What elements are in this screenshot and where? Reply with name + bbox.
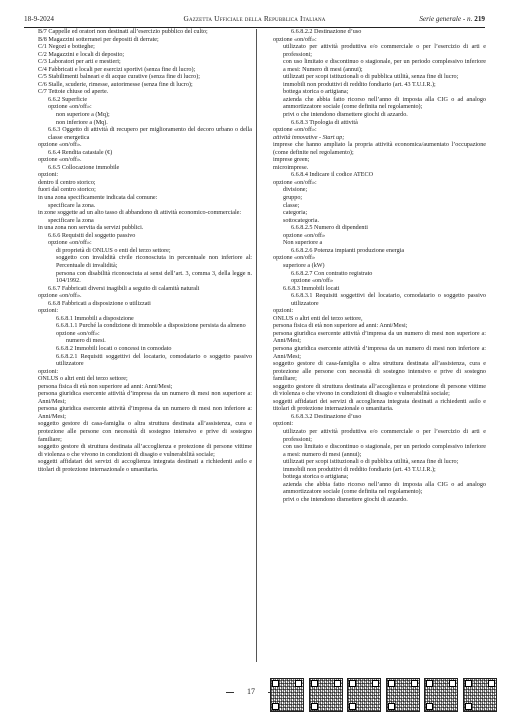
finder-pattern xyxy=(465,703,472,710)
text-line: in una zona non servita da servizi pubblici. xyxy=(38,225,144,232)
text-line: numero di mesi. xyxy=(66,338,106,345)
text-line: specificare la zona xyxy=(48,217,94,224)
text-line: divisione; xyxy=(283,187,308,194)
series-label-text: Serie generale - n. xyxy=(419,15,473,23)
text-line: 6.6.8.2.6 Potenza impianti produzione energia xyxy=(291,247,405,254)
text-line: 6.6.3 Oggetto di attività di recupero per miglioramento del decoro urbano o della classe energetica xyxy=(48,127,252,141)
finder-pattern xyxy=(311,703,318,710)
text-line: opzione «on/off»: xyxy=(48,240,92,247)
issue-number: 219 xyxy=(474,15,485,23)
finder-pattern xyxy=(426,703,433,710)
text-line: bottega storica o artigiana; xyxy=(283,89,349,96)
text-line: imprese che hanno ampliato la propria attività economica/aumentato l’occupazione (come definite nel regolamento); xyxy=(273,142,486,156)
text-line: persona con disabilità riconosciuta ai sensi dell’art. 3, comma 3, della legge n. 104/1992. xyxy=(56,270,252,285)
text-line: opzioni: xyxy=(38,172,59,179)
text-line: opzione «on/off»: xyxy=(273,36,317,43)
qr-code xyxy=(386,678,420,712)
text-line: utilizzati per scopi istituzionali o di pubblica utilità, senza fine di lucro; xyxy=(283,459,459,466)
text-line: opzione «on/off»: xyxy=(273,179,317,186)
text-line: privi o che intendono dismettere giochi di azzardo. xyxy=(283,112,408,119)
finder-pattern xyxy=(488,680,495,687)
text-line: opzioni: xyxy=(38,308,59,315)
text-line: opzione «on/off» xyxy=(273,255,316,262)
qr-code xyxy=(424,678,458,712)
text-line: C/6 Stalle, scuderie, rimesse, autorimesse (senza fine di lucro); xyxy=(38,81,193,88)
text-line: di proprietà di ONLUS o enti del terzo settore; xyxy=(56,247,171,254)
text-line: con uso limitato e discontinuo o stagionale, per un periodo complessivo inferiore a mesi: numero di mesi (annui); xyxy=(283,444,486,458)
text-line: B/8 Magazzini sotterranei per depositi di derrate; xyxy=(38,36,159,43)
text-line: privi o che intendono dismettere giochi di azzardo. xyxy=(283,496,408,503)
finder-pattern xyxy=(372,680,379,687)
text-line: soggetti affidatari dei servizi di accoglienza integrata destinati a richiedenti asilo e titolari di protezione internazionale o umanitaria. xyxy=(273,398,486,413)
text-line: C/2 Magazzini e locali di deposito; xyxy=(38,51,125,58)
text-line: opzione «on/off»: xyxy=(273,127,317,134)
qr-code xyxy=(347,678,381,712)
finder-pattern xyxy=(449,680,456,687)
right-column xyxy=(261,29,486,504)
text-line: persona giuridica esercente attività d’impresa da un numero di mesi non inferiore a: Anni/Mesi; xyxy=(38,406,252,420)
finder-pattern xyxy=(272,680,279,687)
text-line: non inferiore a (Mq). xyxy=(56,119,108,126)
text-line: opzione «on/off». xyxy=(38,142,82,149)
text-line: attività innovative - Start up; xyxy=(273,134,345,141)
series-label xyxy=(419,13,485,25)
text-line: B/7 Cappelle ed oratori non destinati all’esercizio pubblico del culto; xyxy=(38,29,208,35)
text-line: opzione «on/off»: xyxy=(48,104,92,111)
text-line: utilizzato per attività produttiva e/o commerciale o per l’esercizio di arti e professioni; xyxy=(283,428,486,443)
text-line: 6.6.8.4 Indicare il codice ATECO xyxy=(291,172,374,179)
text-line: 6.6.8.2 Immobili locati o concessi in comodato xyxy=(56,345,172,352)
text-line: persona giuridica esercente attività d’impresa da un numero di mesi non superiore a: Anni/Mesi; xyxy=(273,330,486,345)
finder-pattern xyxy=(426,680,433,687)
text-line: fuori dal centro storico; xyxy=(38,187,96,194)
finder-pattern xyxy=(388,680,395,687)
text-line: opzione «on/off». xyxy=(38,293,82,300)
text-line: in una zona specificamente indicata dal comune: xyxy=(38,195,158,202)
finder-pattern xyxy=(411,680,418,687)
text-line: 6.6.5 Collocazione immobile xyxy=(48,164,120,171)
left-column xyxy=(26,29,252,474)
finder-pattern xyxy=(311,680,318,687)
page-header xyxy=(24,13,485,25)
text-line: 6.6.8 Fabbricati a disposizione o utilizzati xyxy=(48,300,151,307)
text-line: opzione «on/off»: xyxy=(56,330,100,337)
text-line: soggetto gestore di struttura destinata all’accoglienza e protezione di persone vittime di violenza o che vivono in condizioni di disagio e vulnerabilità sociale; xyxy=(273,383,486,398)
text-line: C/7 Tettoie chiuse od aperte. xyxy=(38,89,109,96)
qr-code xyxy=(309,678,343,712)
text-line: soggetto gestore di casa-famiglia o altra struttura destinata all’assistenza, cura e protezione alle persone con necessità di sostegno intensivo e prive di sostegno familiare; xyxy=(273,361,486,383)
text-line: opzione «on/off» xyxy=(291,278,334,285)
text-line: 6.6.8.2.5 Numero di dipendenti xyxy=(291,225,368,232)
text-line: ONLUS o altri enti del terzo settore; xyxy=(38,376,128,383)
finder-pattern xyxy=(334,680,341,687)
text-line: 6.6.7 Fabbricati diversi inagibili a seguito di calamità naturali xyxy=(48,285,200,292)
text-line: soggetto gestore di struttura destinata all’accoglienza e protezione di persone vittime di violenza o che vivono in condizioni di disagio e vulnerabilità sociale; xyxy=(38,444,252,458)
text-line: persona giuridica esercente attività d’impresa da un numero di mesi non inferiore a: Anni/Mesi; xyxy=(273,345,486,360)
text-line: microimprese. xyxy=(273,164,309,171)
text-line: opzioni: xyxy=(273,308,294,315)
text-line: C/3 Laboratori per arti e mestieri; xyxy=(38,59,121,66)
text-line: C/5 Stabilimenti balneari e di acque curative (senza fine di lucro); xyxy=(38,74,200,81)
finder-pattern xyxy=(349,680,356,687)
text-line: 6.6.8.3 Tipologia di attività xyxy=(291,119,358,126)
text-line: non superiore a (Mq); xyxy=(56,112,110,119)
text-line: soggetto gestore di casa-famiglia o altra struttura destinata all’assistenza, cura e protezione alle persone con necessità di sostegno intensivo e prive di sostegno familiare; xyxy=(38,421,252,443)
text-line: utilizzati per scopi istituzionali o di pubblica utilità, senza fine di lucro; xyxy=(283,74,459,81)
text-line: immobili non produttivi di reddito fondiario (art. 43 T.U.I.R.); xyxy=(283,466,436,473)
text-line: 6.6.2 Superficie xyxy=(48,96,88,103)
text-line: in zone soggette ad un alto tasso di abbandono di attività economico-commerciale: xyxy=(38,210,242,217)
text-line: immobili non produttivi di reddito fondiario (art. 43 T.U.I.R.); xyxy=(283,81,436,88)
text-line: opzione «on/off» xyxy=(283,232,326,239)
text-line: bottega storica o artigiana; xyxy=(283,474,349,481)
text-line: opzioni: xyxy=(273,421,294,428)
publication-date: 18-9-2024 xyxy=(24,15,54,23)
text-line: azienda che abbia fatto ricorso nell’anno di imposta alla CIG o ad analogo ammortizzatore sociale (come definita nel regolamento); xyxy=(283,96,486,111)
text-line: opzione «on/off». xyxy=(38,157,82,164)
text-line: persona fisica di età non superiore ad anni: Anni/Mesi; xyxy=(38,383,173,390)
finder-pattern xyxy=(272,703,279,710)
text-line: 6.6.8.3.1 Requisiti soggettivi del locatario, comodatario o soggetto passivo utilizzatore xyxy=(291,293,486,307)
text-line: Non superiore a xyxy=(283,240,323,247)
column-separator xyxy=(256,29,257,662)
finder-pattern xyxy=(388,703,395,710)
text-line: C/1 Negozi e botteghe; xyxy=(38,44,95,51)
text-line: superiore a (kW) xyxy=(283,262,325,269)
text-line: ONLUS o altri enti del terzo settore, xyxy=(273,315,363,322)
text-line: 6.6.8.2.7 Con contratto registrato xyxy=(291,270,373,277)
text-line: persona fisica di età non superiore ad anni: Anni/Mesi; xyxy=(273,323,408,330)
text-line: soggetto con invalidità civile riconosciuta in percentuale non inferiore al: Percentuale di invalidità; xyxy=(56,255,252,269)
text-line: 6.6.8.3.2 Destinazione d’uso xyxy=(291,413,362,420)
qr-code xyxy=(463,678,497,712)
text-line: C/4 Fabbricati e locali per esercizi sportivi (senza fine di lucro); xyxy=(38,66,196,73)
finder-pattern xyxy=(349,703,356,710)
text-line: 6.6.8.3 Immobili locati xyxy=(283,285,340,292)
text-line: imprese green; xyxy=(273,157,310,164)
text-line: 6.6.8.1.1 Purché la condizione di immobile a disposizione persista da almeno xyxy=(56,323,246,330)
text-line: 6.6.8.1 Immobili a disposizione xyxy=(56,315,134,322)
text-line: persona giuridica esercente attività d’impresa da un numero di mesi non superiore a: Anni/Mesi; xyxy=(38,391,252,405)
qr-code-strip xyxy=(270,678,496,712)
text-line: 6.6.8.2.2 Destinazione d’uso xyxy=(291,29,362,35)
qr-code xyxy=(270,678,304,712)
text-line: 6.6.6 Requisiti del soggetto passivo xyxy=(48,232,136,239)
page-number: 17 xyxy=(234,687,268,696)
text-line: 6.6.8.2.1 Requisiti soggettivi del locatario, comodatario o soggetto passivo utilizzatore xyxy=(56,353,252,368)
text-line: classe; xyxy=(283,202,300,209)
text-line: categoria; xyxy=(283,210,308,217)
text-line: con uso limitato e discontinuo o stagionale, per un periodo complessivo inferiore a mesi: Numero di mesi (annui); xyxy=(283,59,486,73)
text-line: 6.6.4 Rendita catastale (€) xyxy=(48,149,113,156)
text-line: dentro il centro storico; xyxy=(38,179,96,186)
text-line: specificare la zona. xyxy=(48,202,96,209)
text-line: sottocategoria. xyxy=(283,217,319,224)
page-footer xyxy=(0,678,509,714)
text-line: soggetti affidatari dei servizi di accoglienza integrata destinati a richiedenti asilo e titolari di protezione internazionale o umanitaria. xyxy=(38,459,252,473)
finder-pattern xyxy=(465,680,472,687)
header-rule xyxy=(24,27,485,28)
finder-pattern xyxy=(295,680,302,687)
text-line: gruppo; xyxy=(283,195,303,202)
text-line: azienda che abbia fatto ricorso nell’anno di imposta alla CIG o ad analogo ammortizzatore sociale (come definita nel regolamento); xyxy=(283,481,486,496)
text-line: opzioni: xyxy=(38,368,59,375)
gazette-title: Gazzetta Ufficiale della Repubblica Italiana xyxy=(183,14,326,23)
text-line: utilizzato per attività produttiva e/o commerciale o per l’esercizio di arti e professioni; xyxy=(283,44,486,58)
